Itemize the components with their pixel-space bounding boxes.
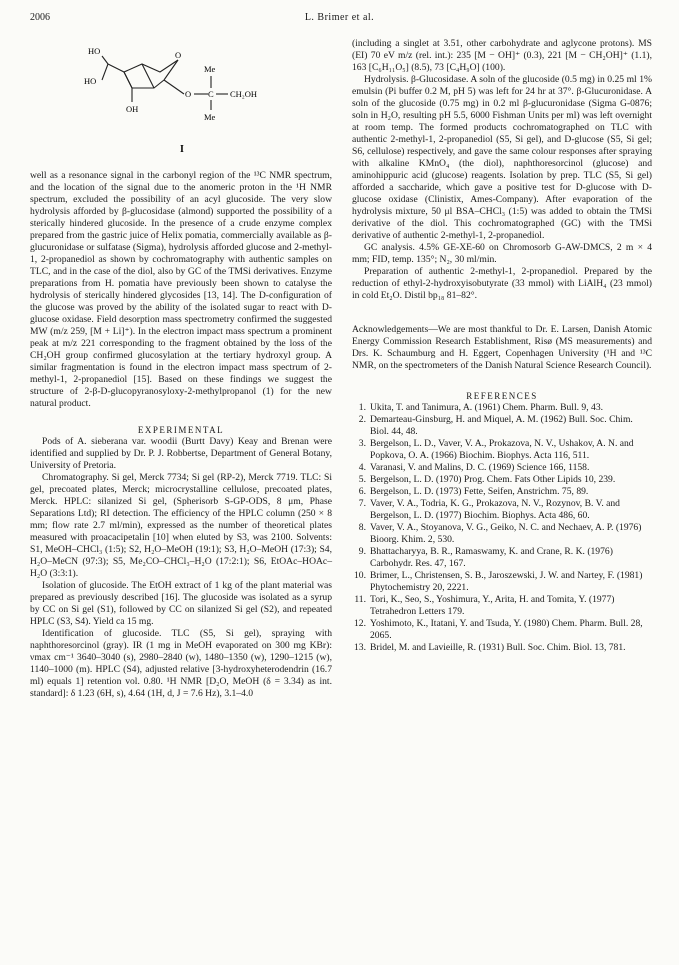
reference-number: 11. (354, 594, 366, 605)
experimental-paragraph: Pods of A. sieberana var. woodii (Burtt Davy) Keay and Brenan were identified and supplied by Dr. P. J. Robbertse, Department of General Botany, University of Pretoria. (30, 436, 332, 471)
reference-item (352, 546, 652, 570)
reference-item (352, 486, 652, 498)
reference-text: Bergelson, L. D. (1970) Prog. Chem. Fats Other Lipids 10, 239. (370, 474, 616, 485)
left-column (30, 170, 332, 700)
reference-number: 5. (358, 474, 366, 485)
reference-text: Bhattacharyya, B. R., Ramaswamy, K. and Crane, R. K. (1976) Carbohydr. Res. 47, 167. (370, 546, 613, 569)
struct-label-me-top: Me (204, 64, 216, 74)
reference-text: Bergelson, L. D., Vaver, V. A., Prokazova, N. V., Ushakov, A. N. and Popkova, O. A. (1966) Biochim. Biophys. Acta 116, 511. (370, 438, 634, 461)
reference-item (352, 402, 652, 414)
reference-item (352, 414, 652, 438)
page-number: 2006 (30, 12, 50, 23)
reference-text: Demarteau-Ginsburg, H. and Miquel, A. M. (1962) Bull. Soc. Chim. Biol. 44, 48. (370, 414, 633, 437)
reference-text: Brimer, L., Christensen, S. B., Jaroszewski, J. W. and Nartey, F. (1981) Phytochemistry 20, 2221. (370, 570, 643, 593)
reference-number: 1. (358, 402, 366, 413)
reference-number: 3. (358, 438, 366, 449)
reference-item (352, 474, 652, 486)
reference-item (352, 498, 652, 522)
reference-text: Ukita, T. and Tanimura, A. (1961) Chem. Pharm. Bull. 9, 43. (370, 402, 604, 413)
struct-label-ho-top: HO (88, 46, 101, 56)
running-head: L. Brimer et al. (304, 12, 375, 23)
reference-item (352, 594, 652, 618)
reference-number: 9. (358, 546, 366, 557)
experimental-heading: EXPERIMENTAL (137, 425, 225, 435)
reference-number: 10. (354, 570, 366, 581)
reference-number: 8. (358, 522, 366, 533)
compound-number: I (180, 144, 184, 155)
reference-number: 4. (358, 462, 366, 473)
reference-number: 12. (354, 618, 366, 629)
chemical-structure (80, 36, 290, 164)
reference-text: Vaver, V. A., Stoyanova, V. G., Geiko, N. C. and Nechaev, A. P. (1976) Bioorg. Khim. 2, 530. (370, 522, 642, 545)
experimental-paragraph: Identification of glucoside. TLC (S5, Si gel), spraying with naphthoresorcinol (gray). IR (1 mg in MeOH evaporated on 300 mg KBr): νmax cm⁻¹ 3640–3040 (s), 2980–2840 (w), 1480–1350 (w), 1290–1215 (w), 1140–1000 (m). HPLC (S4), adjusted relative [3-hydroxyheterodendrin (16.7 ml) equals 1] retention vol. 0.80. ¹H NMR [D₂O, MeOH (δ = 3.34) as int. standard]: δ 1.23 (6H, s), 4.64 (1H, d, J = 7.6 Hz), 3.1–4.0 (30, 628, 332, 699)
reference-number: 13. (354, 642, 366, 653)
acknowledgements: Acknowledgements—We are most thankful to Dr. E. Larsen, Danish Atomic Energy Commission Research Establishment, Risø (MS measurements) and Drs. K. Schaumburg and H. Eggert, Copenhagen University (¹H and ¹³C NMR, on the spectrometers of the Danish Natural Science Research Council). (352, 324, 652, 371)
reference-number: 6. (358, 486, 366, 497)
reference-item (352, 570, 652, 594)
reference-number: 7. (358, 498, 366, 509)
body-paragraph: Preparation of authentic 2-methyl-1, 2-propanediol. Prepared by the reduction of ethyl-2-hydroxyisobutyrate (33 mmol) with LiAlH₄ (23 mmol) in cold Et₂O. Distil bp₁₈ 81–82°. (352, 266, 652, 301)
reference-item (352, 438, 652, 462)
intro-paragraph: well as a resonance signal in the carbonyl region of the ¹³C NMR spectrum, and the location of the signal due to the anomeric proton in the ¹H NMR spectrum, excluded the possibility of an acyl glucoside. The very slow hydrolysis afforded by β-glucosidase (almond) supported the possibility of a sterically hindered glucoside. In the presence of a crude enzyme complex prepared from the gastric juice of Helix pomatia, commercially available as β-glucuronidase or sulfatase (Sigma), hydrolysis afforded glucose and 2-methyl-1, 2-propanediol as shown by cochromatography with authentic samples on TLC, and in the case of the diol, also by GC of the TMSi derivatives. Enzyme preparations from H. pomatia have previously been shown to catalyse the hydrolysis of sterically hindered glycosides [13, 14]. The D-configuration of the glucose was proved by the ability of the isolated sugar to react with D-glucose oxidase. Field desorption mass spectrometry confirmed the suggested MW (m/z 259, [M + Li]⁺). In the electron impact mass spectrum a prominent peak at m/z 221 corresponding to the fragment obtained by the loss of the CH₂OH group confirmed glucosylation at the tertiary hydroxyl group. A similar fragmentation is found in the electron impact mass spectrum of 2-methyl-1, 2-propanediol [15]. Based on these findings we suggest the structure of 2-β-D-glucopyranosyloxy-2-methylpropanol (1) for the new natural product. (30, 170, 332, 409)
reference-item (352, 642, 652, 654)
body-paragraph: GC analysis. 4.5% GE-XE-60 on Chromosorb G-AW-DMCS, 2 m × 4 mm; FID, temp. 135°; N₂, 30 ml/min. (352, 242, 652, 265)
right-column (352, 38, 652, 654)
experimental-paragraph: Chromatography. Si gel, Merck 7734; Si gel (RP-2), Merck 7719. TLC: Si gel, precoated plates, Merck; microcrystalline cellulose, precoated plates, Merck. HPLC: silanized Si gel, (Spherisorb S-GP-ODS, 8 μm, Phase Separations Ltd); RI detection. The efficiency of the HPLC column (250 × 8 mm; flow rate 2.7 ml/min), expressed as the number of theoretical plates measured with proacacipetalin [10] when eluted by S3, was 2100. Solvents: S1, MeOH–CHCl₃ (1:5); S2, H₂O–MeOH (19:1); S3, H₂O–MeOH (17:3); S4, H₂O–MeCN (97:3); S5, Me₂CO–CHCl₃–H₂O (17:2:1); S6, EtOAc–HOAc–H₂O (3:3:1). (30, 472, 332, 579)
struct-label-me-bottom: Me (204, 112, 216, 122)
struct-label-o-link: O (185, 89, 192, 99)
struct-label-c: C (208, 89, 214, 99)
references-heading: REFERENCES (466, 391, 538, 401)
page-header (30, 12, 649, 28)
experimental-paragraph: Isolation of glucoside. The EtOH extract of 1 kg of the plant material was prepared as previously described [16]. The glucoside was isolated as a syrup by CC on Si gel (S1), followed by CC on silanized Si gel (S2), and repeated HPLC (S3, S4). Yield ca 15 mg. (30, 580, 332, 627)
reference-text: Bergelson, L. D. (1973) Fette, Seifen, Anstrichm. 75, 89. (370, 486, 589, 497)
struct-label-ring-o: O (175, 50, 182, 60)
reference-number: 2. (358, 414, 366, 425)
struct-label-ho-left: HO (84, 76, 97, 86)
reference-item (352, 522, 652, 546)
reference-list (352, 402, 652, 654)
body-paragraph: (including a singlet at 3.51, other carbohydrate and aglycone protons). MS (EI) 70 eV m/z (rel. int.): 235 [M − OH]⁺ (0.3), 221 [M − CH₂OH]⁺ (1.1), 163 [C₆H₁₁O₅] (8.5), 73 [C₄H₉O] (100). (352, 38, 652, 73)
struct-label-ch2oh: CH₂OH (230, 89, 258, 99)
reference-item (352, 462, 652, 474)
reference-item (352, 618, 652, 642)
reference-text: Vaver, V. A., Todria, K. G., Prokazova, N. V., Rozynov, B. V. and Bergelson, L. D. (1977) Biochim. Biophys. Acta 486, 60. (370, 498, 620, 521)
struct-label-oh: OH (126, 104, 139, 114)
reference-text: Tori, K., Seo, S., Yoshimura, Y., Arita, H. and Tomita, Y. (1977) Tetrahedron Letters 179. (370, 594, 615, 617)
reference-text: Yoshimoto, K., Itatani, Y. and Tsuda, Y. (1980) Chem. Pharm. Bull. 28, 2065. (370, 618, 643, 641)
reference-text: Varanasi, V. and Malins, D. C. (1969) Science 166, 1158. (370, 462, 590, 473)
body-paragraph: Hydrolysis. β-Glucosidase. A soln of the glucoside (0.5 mg) in 0.25 ml 1% emulsin (Pi buffer 0.2 M, pH 5) was left for 24 hr at 37°. β-Glucuronidase. A soln of the glucoside (0.75 mg) in 0.2 ml β-glucuronidase (Sigma G-0876; soln in H₂O, resulting pH 5.5, 6000 Fishman Units per ml) was left overnight at room temp. The formed products cochromatographed on TLC with authentic 2-methyl-1, 2-propanediol (S5, Si gel), and D-glucose (S5, Si gel; S6, cellulose) respectively, and gave the same colour responses after spraying with alkaline KMnO₄ (the diol), naphthoresorcinol (glucose) and aminohippuric acid (glucose) reagents. Isolation by prep. TLC (S5, Si gel) afforded a saccharide, which gave a positive test for D-glucose with D-glucose oxidase (Clinistix, Ames-Company). After evaporation of the hydrolysis mixture, 50 μl BSA–CHCl₃ (1:5) was added to obtain the TMSi derivative of the diol. This cochromatographed (GC) with the TMSi derivative of authentic 2-methyl-1, 2-propanediol. (352, 74, 652, 241)
reference-text: Bridel, M. and Lavieille, R. (1931) Bull. Soc. Chim. Biol. 13, 781. (370, 642, 626, 653)
